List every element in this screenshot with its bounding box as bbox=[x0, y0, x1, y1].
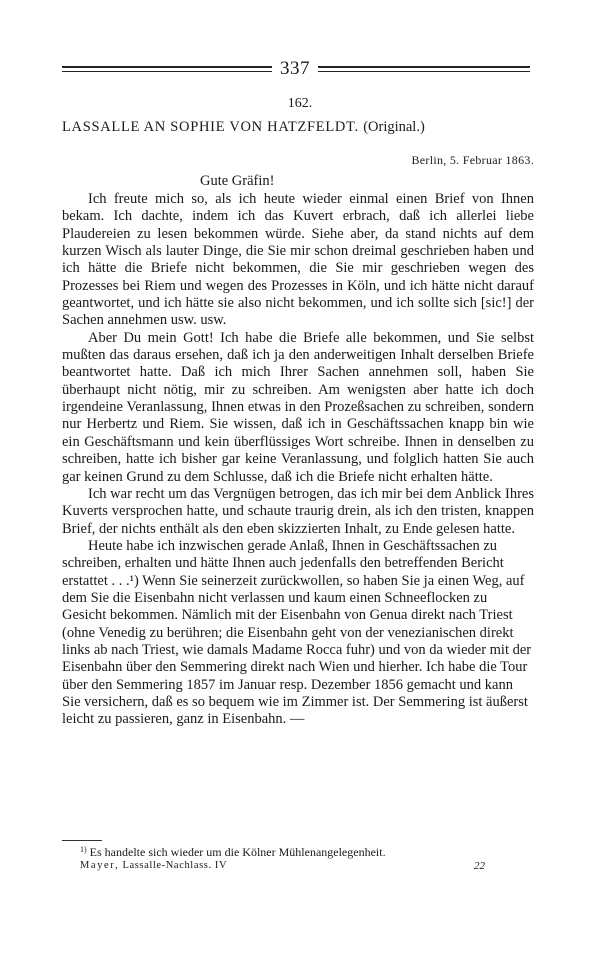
paragraph: Aber Du mein Gott! Ich habe die Briefe alle bekommen, und Sie selbst mußten das daraus ersehen, daß ich ja den anderweitigen Inhalt derselben Briefe beantwortet hatte. Daß ich mich Ihrer Sachen annehmen soll, haben Sie überhaupt nicht nötig, mir zu schreiben. Am wenigsten aber hatte ich doch irgendeine Veranlassung, Ihnen etwas in den Prozeßsachen zu schreiben, sondern nur Herbertz und Riem. Sie wissen, daß ich in Geschäftssachen knapp bin wie ein Geschäftsmann und kein überflüssiges Wort schreibe. Ihnen in denselben zu schreiben, hatte ich bisher gar keine Veranlassung, und folglich hatten Sie auch gar keinen Grund zu dem Schlusse, daß ich die Briefe nicht erhalten hätte. bbox=[62, 329, 534, 485]
dateline: Berlin, 5. Februar 1863. bbox=[411, 153, 534, 167]
signature-title: Lassalle-Nachlass. IV bbox=[122, 860, 228, 871]
paragraph: Heute habe ich inzwischen gerade Anlaß, Ihnen in Geschäftssachen zu schreiben, erhalten und hätte Ihnen auch jedenfalls den betreffenden Bericht erstattet . . .¹) Wenn Sie seinerzeit zurückwollen, so haben Sie ja einen Weg, auf dem Sie die Eisenbahn nicht verlassen und kaum einen Schneeflocken zu Gesicht bekommen. Nämlich mit der Eisenbahn von Genua direkt nach Triest (ohne Venedig zu berühren; die Eisenbahn geht von der venezianischen direkt links ab nach Triest, wie damals Madame Rocca fuhr) und von da wieder mit der Eisenbahn über den Semmering direkt nach Wien und hierher. Ich habe die Tour über den Semmering 1857 im Januar resp. Dezember 1856 gemacht und kann Sie versichern, daß es so bequem wie im Zimmer ist. Der Semmering ist äußerst leicht zu passieren, ganz in Eisenbahn. — bbox=[62, 537, 532, 728]
letter-heading bbox=[62, 119, 532, 136]
letter-title: LASSALLE AN SOPHIE VON HATZFELDT. bbox=[62, 119, 359, 135]
footnote bbox=[80, 842, 520, 860]
salutation: Gute Gräfin! bbox=[200, 173, 275, 189]
letter-number: 162. bbox=[287, 96, 313, 111]
letter-source-note: (Original.) bbox=[363, 119, 425, 135]
letter-body bbox=[62, 191, 534, 729]
footnote-marker: 1) bbox=[80, 845, 87, 854]
footnote-text: Es handelte sich wieder um die Kölner Mühlenangelegenheit. bbox=[89, 845, 386, 859]
sheet-number: 22 bbox=[474, 860, 485, 872]
signature-author: Mayer, bbox=[80, 860, 120, 871]
printer-signature bbox=[80, 860, 227, 871]
paragraph: Ich war recht um das Vergnügen betrogen, das ich mir bei dem Anblick Ihres Kuverts versprochen hatte, und schaute traurig drein, als ich den tristen, knappen Brief, der nichts enthält als den eben skizzierten Inhalt, zu Ende gelesen hatte. bbox=[62, 485, 534, 537]
header-rule-left bbox=[62, 66, 272, 76]
page-number: 337 bbox=[280, 58, 310, 79]
paragraph: Ich freute mich so, als ich heute wieder einmal einen Brief von Ihnen bekam. Ich dachte, indem ich das Kuvert erbrach, daß ich allerlei liebe Plaudereien zu lesen bekommen würde. Siehe aber, da stand nichts auf dem kurzen Wisch als lauter Dinge, die Sie mir schon dreimal geschrieben haben und ich hätte die Briefe nicht bekommen, die Sie mir geschrieben wegen des Prozesses bei Riem und wegen des Prozesses in Köln, und ich hätte nicht darauf geantwortet, und ich hätte sie also nicht bekommen, und ich sollte sich [sic!] der Sachen annehmen usw. usw. bbox=[62, 191, 534, 329]
footnote-rule bbox=[62, 840, 102, 841]
header-rule-right bbox=[318, 66, 530, 76]
